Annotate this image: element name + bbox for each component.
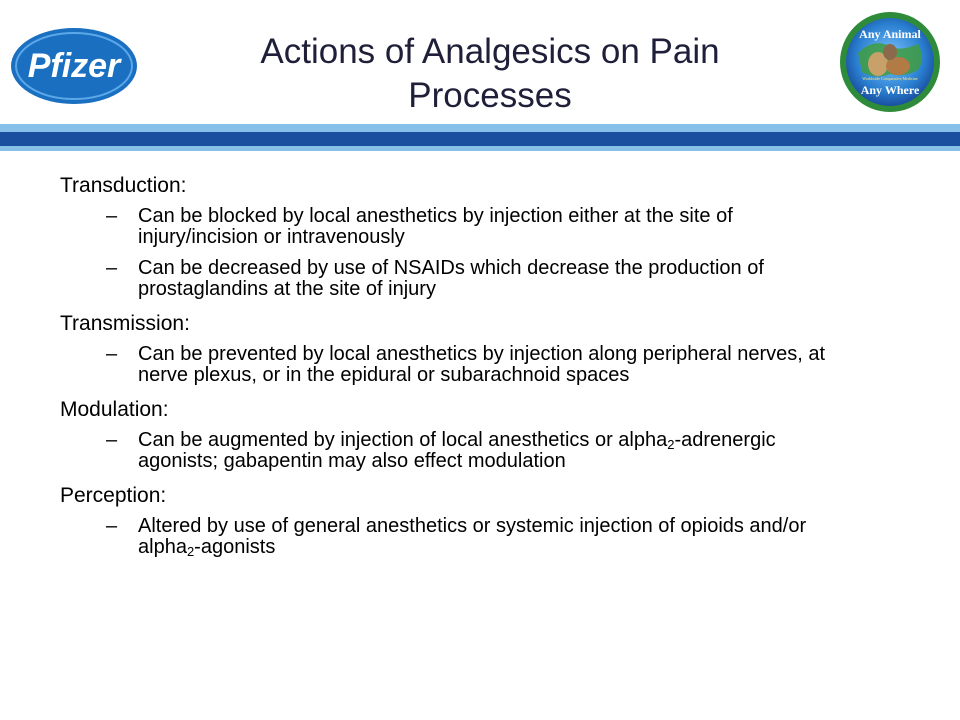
bullet-text-before: Can be augmented by injection of local anesthetics or alpha: [138, 429, 668, 451]
svg-text:Worldwide Comparative Medicine: Worldwide Comparative Medicine: [862, 76, 918, 81]
bullet-text: Can be decreased by use of NSAIDs which decrease the production of prostaglandins at the site of injury: [138, 257, 764, 300]
section-heading-transmission: Transmission:: [60, 312, 190, 335]
pfizer-logo: [8, 24, 140, 108]
section-heading-modulation: Modulation:: [60, 398, 169, 421]
bullet-text-after: -adrenergic agonists; gabapentin may also effect modulation: [138, 429, 776, 472]
bullet-dash: –: [106, 257, 118, 279]
header-stripe-dark: [0, 132, 960, 146]
bullet-text-before: Altered by use of general anesthetics or systemic injection of opioids and/or alpha: [138, 515, 807, 558]
svg-text:Any Where: Any Where: [860, 83, 920, 97]
slide-content: [60, 172, 920, 568]
bullet-dash: –: [106, 205, 118, 227]
bullet-dash: –: [106, 515, 118, 537]
slide-title: Actions of Analgesics on Pain Processes: [260, 32, 720, 115]
bullet-transduction-1: [60, 206, 858, 248]
svg-text:Pfizer: Pfizer: [27, 47, 121, 85]
bullet-text: Can be blocked by local anesthetics by injection either at the site of injury/incision or intravenously: [138, 205, 733, 248]
bullet-dash: –: [106, 343, 118, 365]
svg-text:Any Animal: Any Animal: [859, 27, 921, 41]
bullet-perception-1: [60, 516, 858, 558]
subscript: 2: [186, 544, 195, 559]
section-heading-transduction: Transduction:: [60, 174, 187, 197]
header-stripe-light: [0, 124, 960, 132]
bullet-transduction-2: [60, 258, 858, 300]
bullet-text-after: -agonists: [194, 536, 276, 558]
bullet-dash: –: [106, 429, 118, 451]
bullet-modulation-1: [60, 430, 858, 472]
bullet-transmission-1: [60, 344, 858, 386]
subscript: 2: [667, 437, 675, 452]
section-heading-perception: Perception:: [60, 484, 167, 507]
any-animal-any-where-logo: [838, 8, 942, 116]
bullet-text: Can be prevented by local anesthetics by injection along peripheral nerves, at nerve plexus, or in the epidural or subarachnoid spaces: [138, 343, 826, 386]
header-stripe-light-bottom: [0, 146, 960, 151]
